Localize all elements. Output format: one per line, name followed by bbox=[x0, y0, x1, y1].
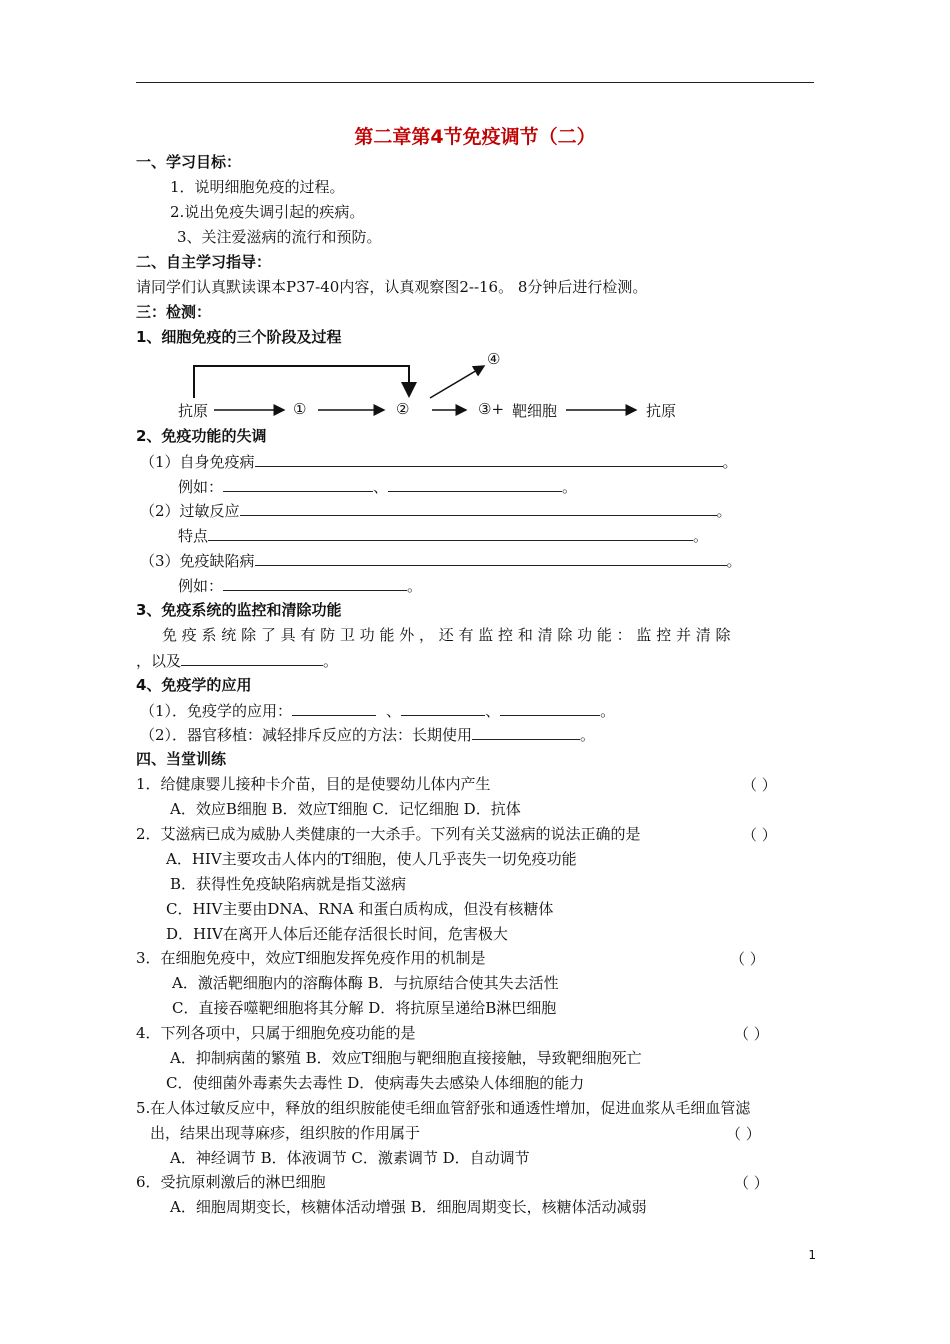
question-2-option-a: A．HIV主要攻击人体内的T细胞，使人几乎丧失一切免疫功能 bbox=[166, 850, 577, 868]
immunodeficiency-example-label: 例如： bbox=[178, 577, 224, 595]
objective-3: 3、关注爱滋病的流行和预防。 bbox=[177, 228, 382, 246]
question-5-options: A．神经调节 B．体液调节 C．激素调节 D．自动调节 bbox=[170, 1149, 530, 1167]
question-2-option-b: B．获得性免疫缺陷病就是指艾滋病 bbox=[170, 875, 407, 893]
question-5-line-2: 出，结果出现荨麻疹，组织胺的作用属于 bbox=[150, 1124, 421, 1142]
question-2: 2．艾滋病已成为威胁人类健康的一大杀手。下列有关艾滋病的说法正确的是 bbox=[136, 825, 641, 843]
diagram-antigen-left: 抗原 bbox=[178, 402, 209, 420]
objective-1: 1．说明细胞免疫的过程。 bbox=[170, 178, 345, 196]
monitor-text-line-2 bbox=[136, 650, 338, 671]
question-5-answer-paren[interactable]: （ ） bbox=[726, 1125, 761, 1143]
question-1-options: A．效应B细胞 B．效应T细胞 C．记忆细胞 D．抗体 bbox=[170, 800, 521, 818]
monitor-blank[interactable] bbox=[181, 650, 323, 666]
allergy-feature-line bbox=[178, 525, 708, 546]
autoimmune-example-line bbox=[178, 476, 577, 497]
question-2-answer-paren[interactable]: （ ） bbox=[742, 826, 777, 844]
immunology-application-line bbox=[140, 700, 615, 721]
transplant-period: 。 bbox=[580, 726, 596, 744]
diagram-antigen-right: 抗原 bbox=[646, 402, 677, 420]
application-blank-3[interactable] bbox=[500, 700, 600, 716]
section-1-heading: 一、学习目标： bbox=[136, 153, 242, 171]
allergy-label: （2）过敏反应 bbox=[140, 502, 240, 520]
autoimmune-blank[interactable] bbox=[255, 451, 723, 467]
section-2-heading: 二、自主学习指导： bbox=[136, 253, 272, 271]
question-1-answer-paren[interactable]: （ ） bbox=[742, 776, 777, 794]
question-4-options-ab: A．抑制病菌的繁殖 B．效应T细胞与靶细胞直接接触，导致靶细胞死亡 bbox=[170, 1049, 642, 1067]
question-6-answer-paren[interactable]: （ ） bbox=[734, 1174, 769, 1192]
autoimmune-period: 。 bbox=[722, 453, 738, 471]
q2-heading: 2、免疫功能的失调 bbox=[136, 427, 267, 445]
monitor-period: 。 bbox=[323, 652, 339, 670]
application-comma-1: 、 bbox=[386, 702, 402, 720]
autoimmune-example-blank-1[interactable] bbox=[223, 476, 373, 492]
monitor-text-line-1: 免 疫 系 统 除 了 具 有 防 卫 功 能 外 ， 还 有 监 控 和 清 除 功 能 ： 监 控 并 清 除 bbox=[162, 626, 731, 644]
application-blank-1[interactable] bbox=[292, 700, 376, 716]
question-2-option-c: C．HIV主要由DNA、RNA 和蛋白质构成，但没有核糖体 bbox=[166, 900, 554, 918]
autoimmune-line bbox=[140, 451, 738, 472]
question-4-options-cd: C．使细菌外毒素失去毒性 D．使病毒失去感染人体细胞的能力 bbox=[166, 1074, 585, 1092]
transplant-label: （2）．器官移植：减轻排斥反应的方法：长期使用 bbox=[140, 726, 473, 744]
application-comma-2: 、 bbox=[485, 702, 501, 720]
question-3-options-cd: C．直接吞噬靶细胞将其分解 D．将抗原呈递给B淋巴细胞 bbox=[172, 999, 557, 1017]
allergy-feature-period: 。 bbox=[693, 527, 709, 545]
application-blank-2[interactable] bbox=[401, 700, 485, 716]
q1-heading: 1、细胞免疫的三个阶段及过程 bbox=[136, 328, 342, 346]
autoimmune-example-period: 。 bbox=[562, 478, 578, 496]
allergy-line bbox=[140, 500, 732, 521]
diagram-step-4: ④ bbox=[487, 350, 501, 368]
q4-heading: 4、免疫学的应用 bbox=[136, 676, 252, 694]
question-2-option-d: D．HIV在离开人体后还能存活很长时间，危害极大 bbox=[166, 925, 508, 943]
autoimmune-example-comma: 、 bbox=[373, 478, 389, 496]
question-3-answer-paren[interactable]: （ ） bbox=[730, 950, 765, 968]
section-3-heading: 三：检测： bbox=[136, 303, 212, 321]
autoimmune-example-blank-2[interactable] bbox=[388, 476, 562, 492]
allergy-period: 。 bbox=[716, 502, 732, 520]
diagram-target-cell: 靶细胞 bbox=[512, 402, 558, 420]
allergy-blank[interactable] bbox=[240, 500, 717, 516]
arrow-2-to-4 bbox=[430, 366, 484, 398]
diagram-step-3: ③+ bbox=[478, 400, 505, 418]
page-number: 1 bbox=[808, 1248, 816, 1262]
immunodeficiency-line bbox=[140, 550, 742, 571]
section-4-heading: 四、当堂训练 bbox=[136, 750, 227, 768]
self-study-text: 请同学们认真默读课本P37-40内容，认真观察图2--16。 8分钟后进行检测。 bbox=[136, 278, 648, 296]
immunology-application-label: （1）．免疫学的应用： bbox=[140, 702, 293, 720]
transplant-blank[interactable] bbox=[472, 724, 580, 740]
allergy-feature-blank[interactable] bbox=[208, 525, 693, 541]
cell-immunity-diagram bbox=[0, 0, 950, 440]
question-6-options-ab: A．细胞周期变长，核糖体活动增强 B．细胞周期变长，核糖体活动减弱 bbox=[170, 1198, 647, 1216]
allergy-feature-label: 特点 bbox=[178, 527, 209, 545]
transplant-line bbox=[140, 724, 595, 745]
immunodeficiency-blank[interactable] bbox=[255, 550, 727, 566]
diagram-step-2: ② bbox=[396, 400, 410, 418]
q3-heading: 3、免疫系统的监控和清除功能 bbox=[136, 601, 342, 619]
question-1: 1．给健康婴儿接种卡介苗，目的是使婴幼儿体内产生 bbox=[136, 775, 491, 793]
question-3: 3．在细胞免疫中，效应T细胞发挥免疫作用的机制是 bbox=[136, 949, 486, 967]
immunodeficiency-period: 。 bbox=[726, 552, 742, 570]
question-4: 4．下列各项中，只属于细胞免疫功能的是 bbox=[136, 1024, 416, 1042]
question-6: 6．受抗原刺激后的淋巴细胞 bbox=[136, 1173, 326, 1191]
question-3-options-ab: A．激活靶细胞内的溶酶体酶 B．与抗原结合使其失去活性 bbox=[172, 974, 559, 992]
diagram-step-1: ① bbox=[293, 400, 307, 418]
objective-2: 2.说出免疫失调引起的疾病。 bbox=[170, 203, 365, 221]
question-5-line-1: 5.在人体过敏反应中，释放的组织胺能使毛细血管舒张和通透性增加，促进血浆从毛细血管滤 bbox=[136, 1099, 751, 1117]
autoimmune-example-label: 例如： bbox=[178, 478, 224, 496]
immunodeficiency-label: （3）免疫缺陷病 bbox=[140, 552, 255, 570]
application-period: 。 bbox=[600, 702, 616, 720]
autoimmune-label: （1）自身免疫病 bbox=[140, 453, 255, 471]
immunodeficiency-example-period: 。 bbox=[407, 577, 423, 595]
page-title: 第二章第4节免疫调节（二） bbox=[354, 126, 596, 148]
question-4-answer-paren[interactable]: （ ） bbox=[734, 1025, 769, 1043]
monitor-text-prefix: ，以及 bbox=[136, 652, 182, 670]
immunodeficiency-example-line bbox=[178, 575, 422, 596]
immunodeficiency-example-blank[interactable] bbox=[223, 575, 407, 591]
